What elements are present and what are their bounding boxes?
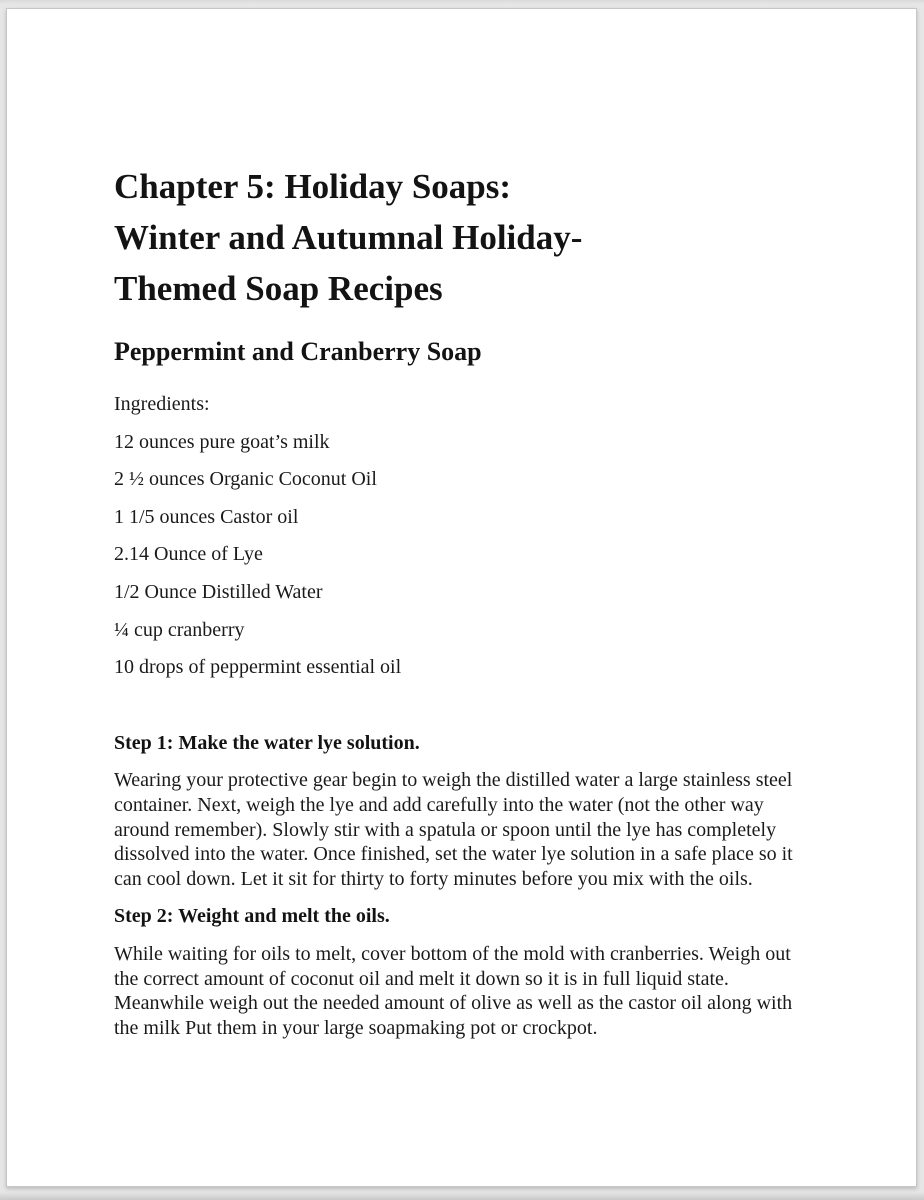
ingredient-item: 2 ½ ounces Organic Coconut Oil	[114, 468, 377, 491]
recipe-title: Peppermint and Cranberry Soap	[114, 337, 482, 366]
chapter-title-line-3: Themed Soap Recipes	[114, 269, 443, 308]
ingredient-item: 1/2 Ounce Distilled Water	[114, 580, 323, 603]
document-page	[6, 8, 917, 1187]
blank-line-spacer	[114, 693, 809, 731]
step-2-body: While waiting for oils to melt, cover bottom of the mold with cranberries. Weigh out the correct amount of coconut oil and melt it down so it is in full liquid state. Meanwhile weigh out the needed amount of olive as well as the castor oil along with the milk Put them in your large soapmaking pot or crockpot.	[114, 942, 793, 1039]
ingredient-item: ¼ cup cranberry	[114, 618, 245, 641]
ingredient-item: 12 ounces pure goat’s milk	[114, 430, 330, 453]
document-content	[7, 9, 916, 1040]
step-1-heading: Step 1: Make the water lye solution.	[114, 731, 420, 754]
chapter-title-line-2: Winter and Autumnal Holiday-	[114, 218, 583, 257]
chapter-title-line-1: Chapter 5: Holiday Soaps:	[114, 167, 512, 206]
step-1-body: Wearing your protective gear begin to weigh the distilled water a large stainless steel container. Next, weigh the lye and add carefully into the water (not the other way around remember). Slowly stir with a spatula or spoon until the lye has completely dissolved into the water. Once finished, set the water lye solution in a safe place so it can cool down. Let it sit for thirty to forty minutes before you mix with the oils.	[114, 769, 793, 890]
ingredient-item: 2.14 Ounce of Lye	[114, 543, 263, 566]
ingredient-item: 10 drops of peppermint essential oil	[114, 656, 402, 679]
ingredients-label: Ingredients:	[114, 393, 210, 415]
step-2-heading: Step 2: Weight and melt the oils.	[114, 905, 390, 928]
ingredient-item: 1 1/5 ounces Castor oil	[114, 505, 299, 528]
chapter-title	[114, 161, 809, 314]
